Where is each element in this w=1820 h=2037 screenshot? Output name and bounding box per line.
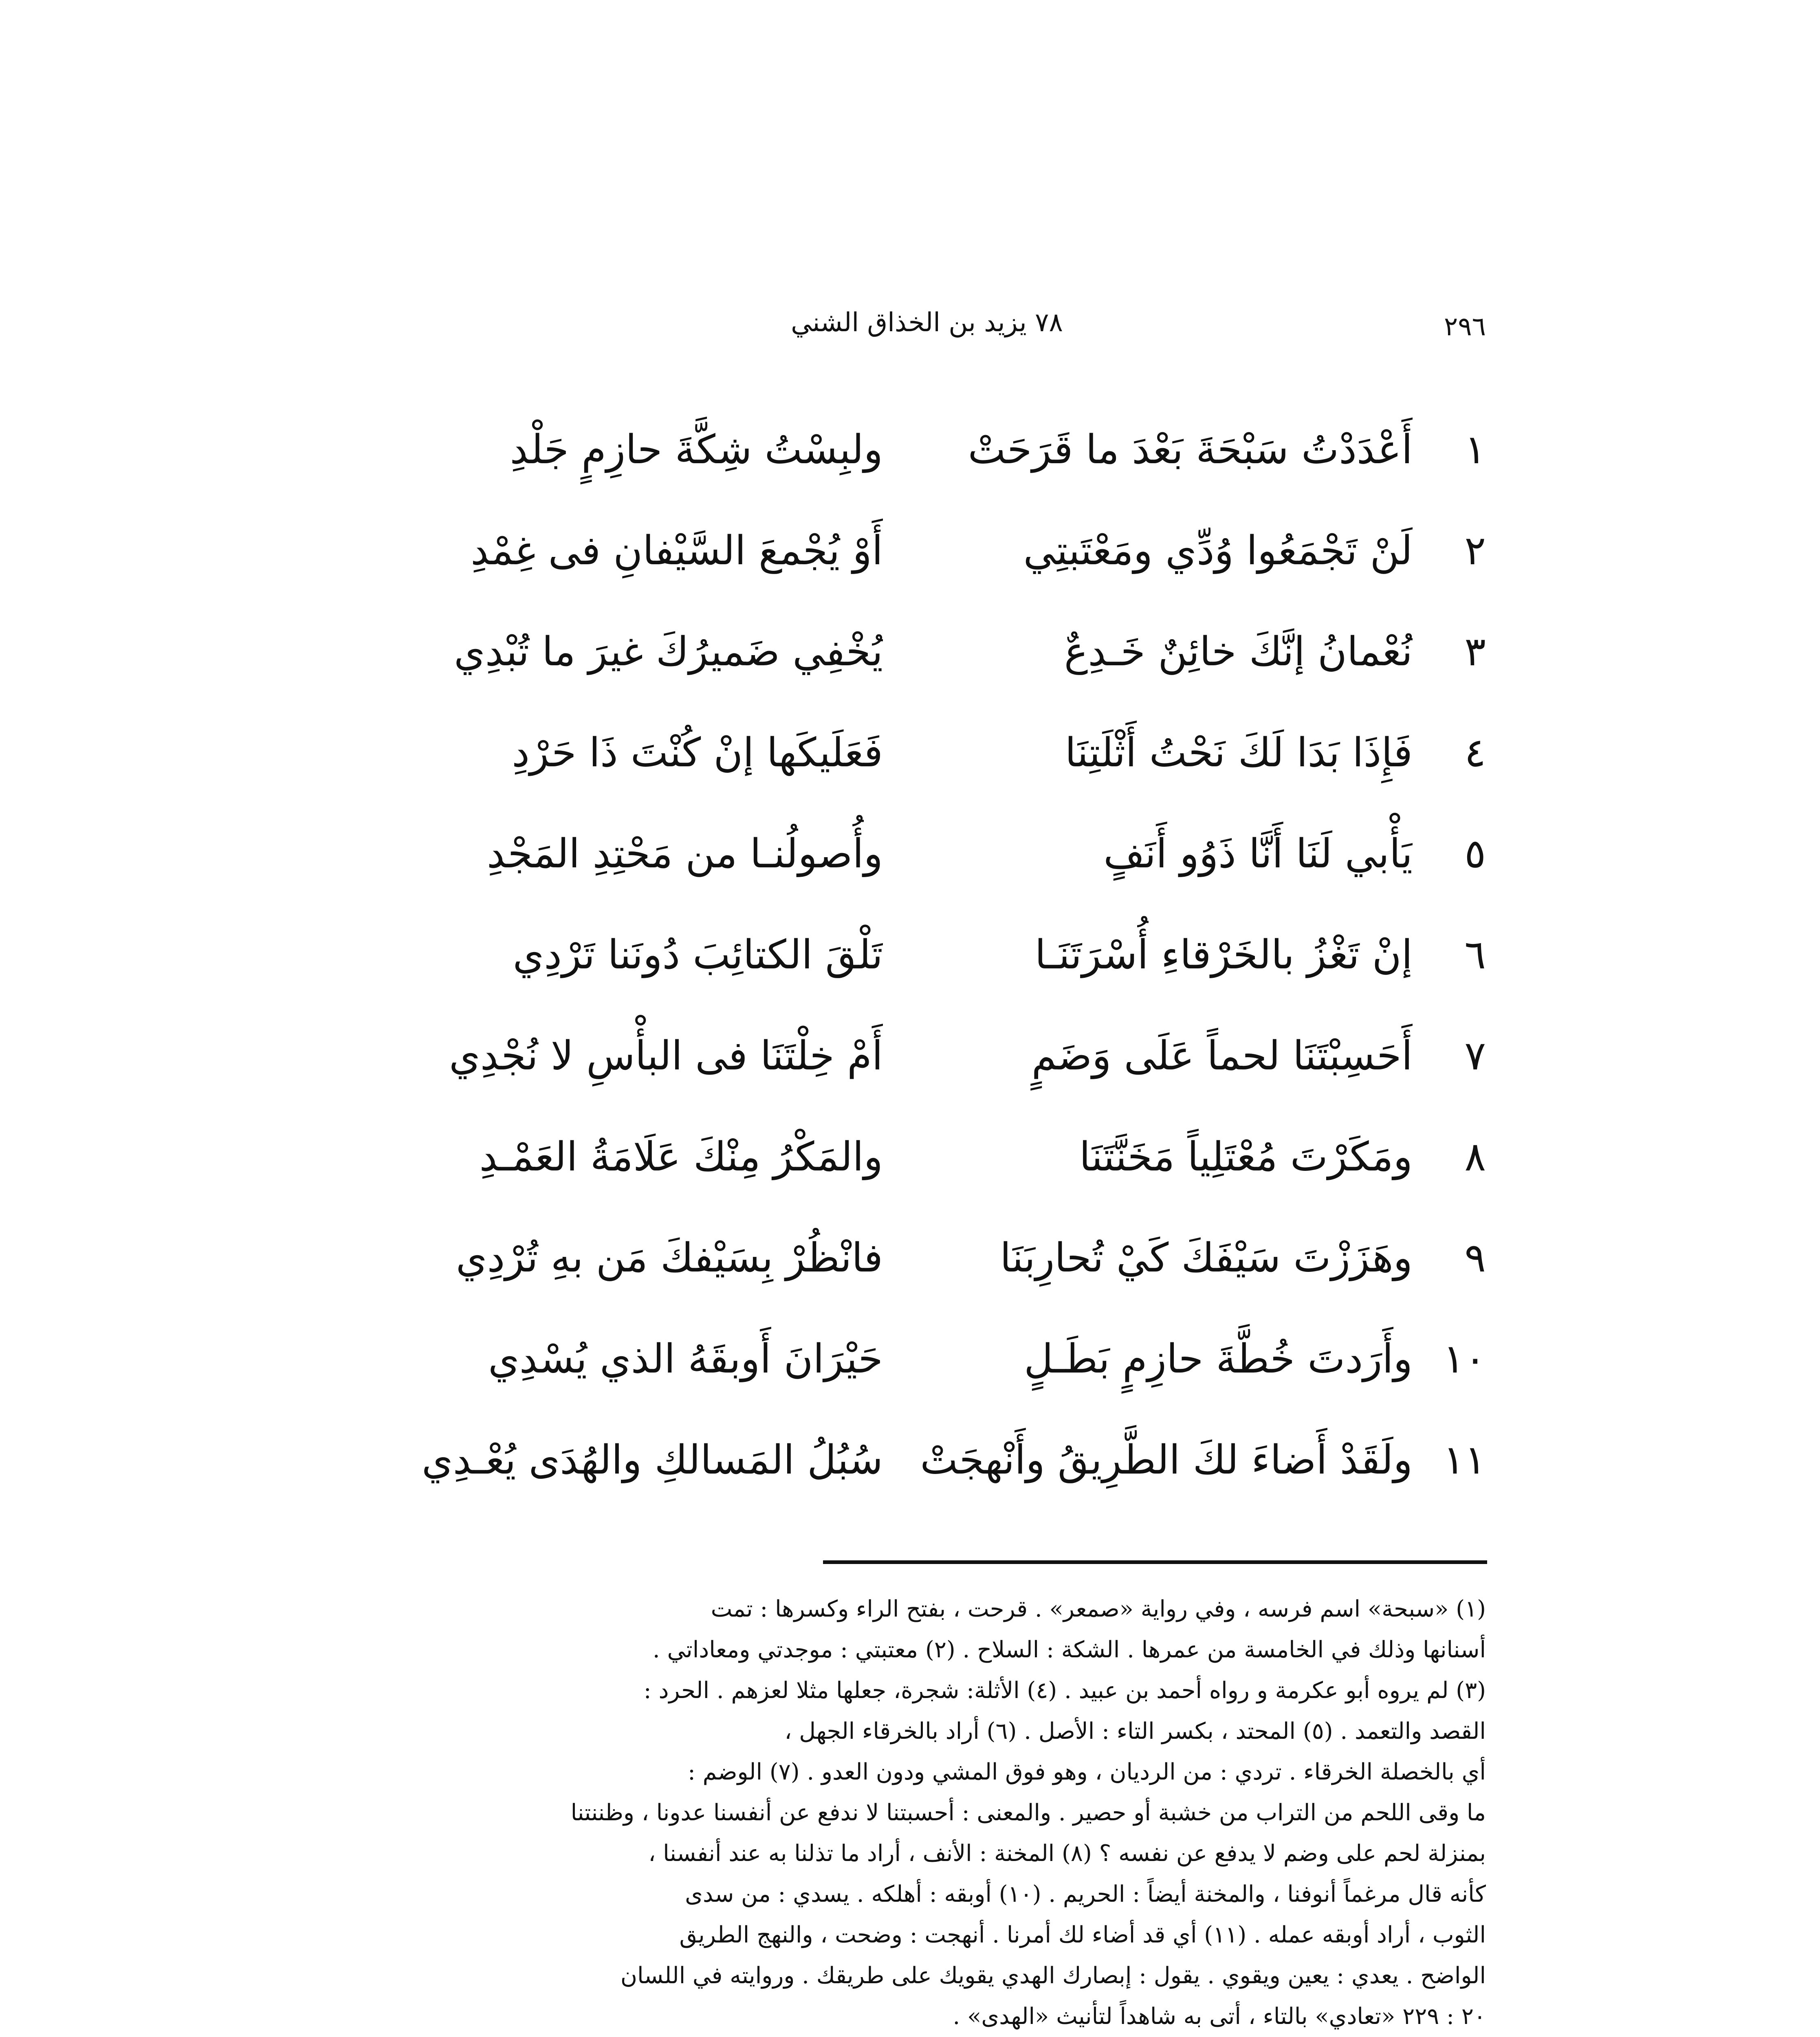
verse-number: ٩ [1464, 1235, 1486, 1281]
verse-first-hemistich: وأَرَدتَ خُطَّةَ حازِمٍ بَطَـلٍ [1024, 1336, 1413, 1382]
verse [345, 1106, 1486, 1208]
verse [345, 1410, 1486, 1511]
verse [345, 1309, 1486, 1410]
verse-first-hemistich: وهَزَزْتَ سَيْفَكَ كَيْ تُحارِبَنَا [1000, 1235, 1413, 1281]
footnote-line: ما وقى اللحم من التراب من خشبة أو حصير . والمعنى : أحسبتنا لا ندفع عن أنفسنا عدونا ، وظننتنا [570, 1799, 1486, 1826]
verse-first-hemistich: نُعْمانُ إنَّكَ خائِنٌ خَـدِعٌ [1064, 629, 1413, 675]
verse-first-hemistich: أَحَسِبْتَنَا لحماً عَلَى وَضَمٍ [1031, 1033, 1413, 1079]
verse-second-hemistich: ولبِسْتُ شِكَّةَ حازِمٍ جَلْدِ [510, 427, 883, 473]
verse-second-hemistich: وأُصولُنـا من مَحْتِدِ المَجْدِ [486, 831, 883, 877]
verse [345, 500, 1486, 601]
verse-number: ١١ [1443, 1437, 1486, 1483]
footnote-line: القصد والتعمد . (٥) المحتد ، بكسر التاء : الأصل . (٦) أراد بالخرقاء الجهل ، [784, 1718, 1486, 1744]
verse-number: ٦ [1464, 932, 1486, 978]
verse-second-hemistich: تَلْقَ الكتائِبَ دُونَنا تَرْدِي [513, 932, 883, 978]
footnote-line: ٢٠ : ٢٢٩ «تعادي» بالتاء ، أتى به شاهداً لتأنيث «الهدى» . [953, 2003, 1486, 2030]
verse-first-hemistich: فَإِذَا بَدَا لَكَ نَحْتُ أَثْلَتِنَا [1065, 730, 1413, 776]
verse-number: ٨ [1464, 1134, 1486, 1180]
verse-second-hemistich: فَعَلَيكَها إنْ كُنْتَ ذَا حَرْدِ [512, 730, 883, 776]
verse-second-hemistich: أَوْ يُجْمعَ السَّيْفانِ فى غِمْدِ [471, 528, 883, 574]
verse-first-hemistich: ولَقَدْ أَضاءَ لكَ الطَّرِيقُ وأَنْهجَتْ [920, 1437, 1413, 1483]
footnote-line: بمنزلة لحم على وضم لا يدفع عن نفسه ؟ (٨) المخنة : الأنف ، أراد ما تذلنا به عند أنفسنا ، [648, 1840, 1486, 1867]
verse [345, 601, 1486, 702]
page-number: ٢٩٦ [1444, 312, 1486, 342]
poem [345, 399, 1486, 1511]
verse-number: ٧ [1464, 1033, 1486, 1079]
verse-number: ٣ [1464, 629, 1486, 675]
verse-first-hemistich: إنْ تَغْزُ بالخَرْقاءِ أُسْرَتَنَـا [1034, 932, 1413, 978]
verse [345, 399, 1486, 500]
footnote-line: (٣) لم يروه أبو عكرمة و رواه أحمد بن عبيد . (٤) الأثلة: شجرة، جعلها مثلا لعزهم . الحرد : [643, 1677, 1486, 1704]
footnote-line: الثوب ، أراد أوبقه عمله . (١١) أي قد أضاء لك أمرنا . أنهجت : وضحت ، والنهج الطريق [679, 1922, 1486, 1948]
verse [345, 1208, 1486, 1309]
verse-second-hemistich: سُبُلُ المَسالكِ والهُدَى يُعْـدِي [422, 1437, 883, 1483]
verse [345, 803, 1486, 904]
verse-number: ٢ [1464, 528, 1486, 574]
footnote-line: أي بالخصلة الخرقاء . تردي : من الرديان ، وهو فوق المشي ودون العدو . (٧) الوضم : [688, 1759, 1486, 1785]
verse [345, 904, 1486, 1005]
verse-second-hemistich: فانْظُرْ بِسَيْفكَ مَن بهِ تُرْدِي [456, 1235, 883, 1281]
verse-second-hemistich: أَمْ خِلْتَنَا فى البأْسِ لا نُجْدِي [449, 1033, 883, 1079]
verse-first-hemistich: لَنْ تَجْمَعُوا وُدِّي ومَعْتَبتِي [1023, 528, 1413, 574]
verse-second-hemistich: يُخْفِي ضَميرُكَ غيرَ ما تُبْدِي [454, 629, 883, 675]
verse-second-hemistich: والمَكْرُ مِنْكَ عَلَامَةُ العَمْـدِ [479, 1134, 883, 1180]
running-title: ٧٨ يزيد بن الخذاق الشني [791, 308, 1063, 338]
verse-number: ١ [1464, 427, 1486, 473]
footnote-line: (١) «سبحة» اسم فرسه ، وفي رواية «صمعر» . قرحت ، بفتح الراء وكسرها : تمت [711, 1596, 1486, 1622]
verse-number: ٤ [1464, 730, 1486, 776]
verse-first-hemistich: أَعْدَدْتُ سَبْحَةَ بَعْدَ ما قَرَحَتْ [968, 427, 1413, 473]
footnotes [325, 1589, 1486, 2037]
verse [345, 702, 1486, 803]
footnote-line: كأنه قال مرغماً أنوفنا ، والمخنة أيضاً : الحريم . (١٠) أوبقه : أهلكه . يسدي : من سدى [685, 1881, 1486, 1907]
verse-first-hemistich: يَأْبي لَنَا أَنَّا ذَوُو أَنَفٍ [1103, 831, 1413, 877]
verse-number: ٥ [1464, 831, 1486, 877]
verse [345, 1005, 1486, 1106]
verse-second-hemistich: حَيْرَانَ أَوبقَهُ الذي يُسْدِي [488, 1336, 883, 1382]
footnote-separator-rule [823, 1560, 1487, 1564]
verse-number: ١٠ [1443, 1336, 1486, 1382]
footnote-line: أسنانها وذلك في الخامسة من عمرها . الشكة : السلاح . (٢) معتبتي : موجدتي ومعاداتي . [652, 1637, 1486, 1663]
footnote-line: الواضح . يعدي : يعين ويقوي . يقول : إبصارك الهدي يقويك على طريقك . وروايته في اللسان [620, 1962, 1486, 1989]
verse-first-hemistich: ومَكَرْتَ مُعْتَلِياً مَخَنَّتَنَا [1079, 1134, 1413, 1180]
